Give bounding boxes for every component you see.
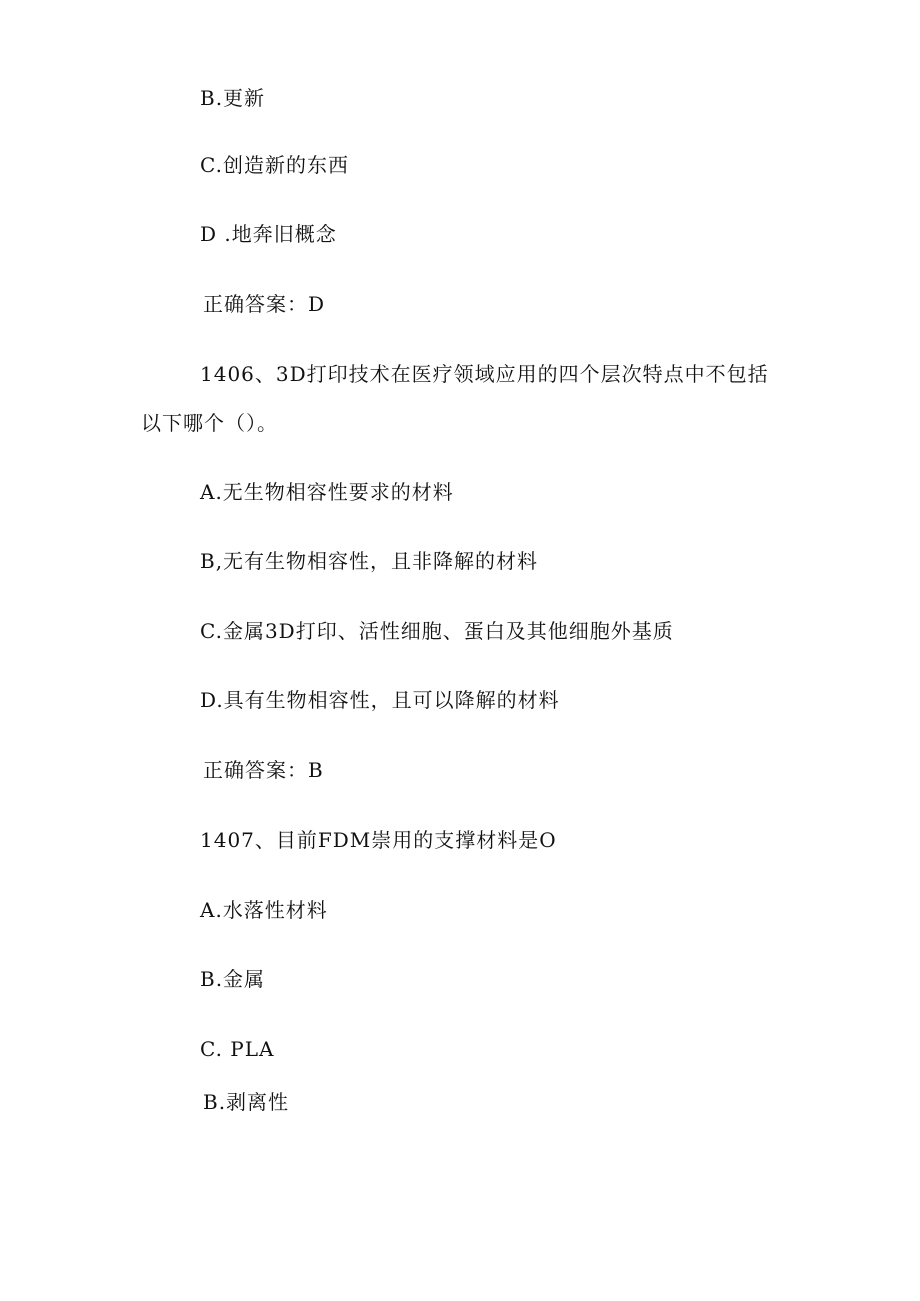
option-b-metal: B.金属 xyxy=(200,967,266,991)
option-a-no-biocompat: A.无生物相容性要求的材料 xyxy=(200,480,454,504)
option-c-metal-cells: C.金属3D打印、活性细胞、蛋白及其他细胞外基质 xyxy=(200,619,674,643)
option-a-water-soluble: A.水落性材料 xyxy=(200,898,328,922)
answer-line-1: 正确答案：D xyxy=(203,292,326,316)
option-b-biocompat-nondeg: B,无有生物相容性，且非降解的材料 xyxy=(200,549,539,573)
option-c-pla: C. PLA xyxy=(200,1037,275,1061)
question-1406-line-1: 1406、3D打印技术在医疗领域应用的四个层次特点中不包括 xyxy=(200,362,769,386)
option-b-peelable: B.剥离性 xyxy=(203,1090,290,1114)
answer-line-2: 正确答案：B xyxy=(203,758,324,782)
option-c-create: C.创造新的东西 xyxy=(200,153,349,177)
question-1406-line-2: 以下哪个（）。 xyxy=(141,411,278,435)
option-d-biocompat-deg: D.具有生物相容性，且可以降解的材料 xyxy=(200,688,560,712)
option-b-update: B.更新 xyxy=(200,86,266,110)
option-d-abandon: D .地奔旧概念 xyxy=(200,222,337,246)
question-1407: 1407、目前FDM崇用的支撑材料是O xyxy=(200,828,557,852)
